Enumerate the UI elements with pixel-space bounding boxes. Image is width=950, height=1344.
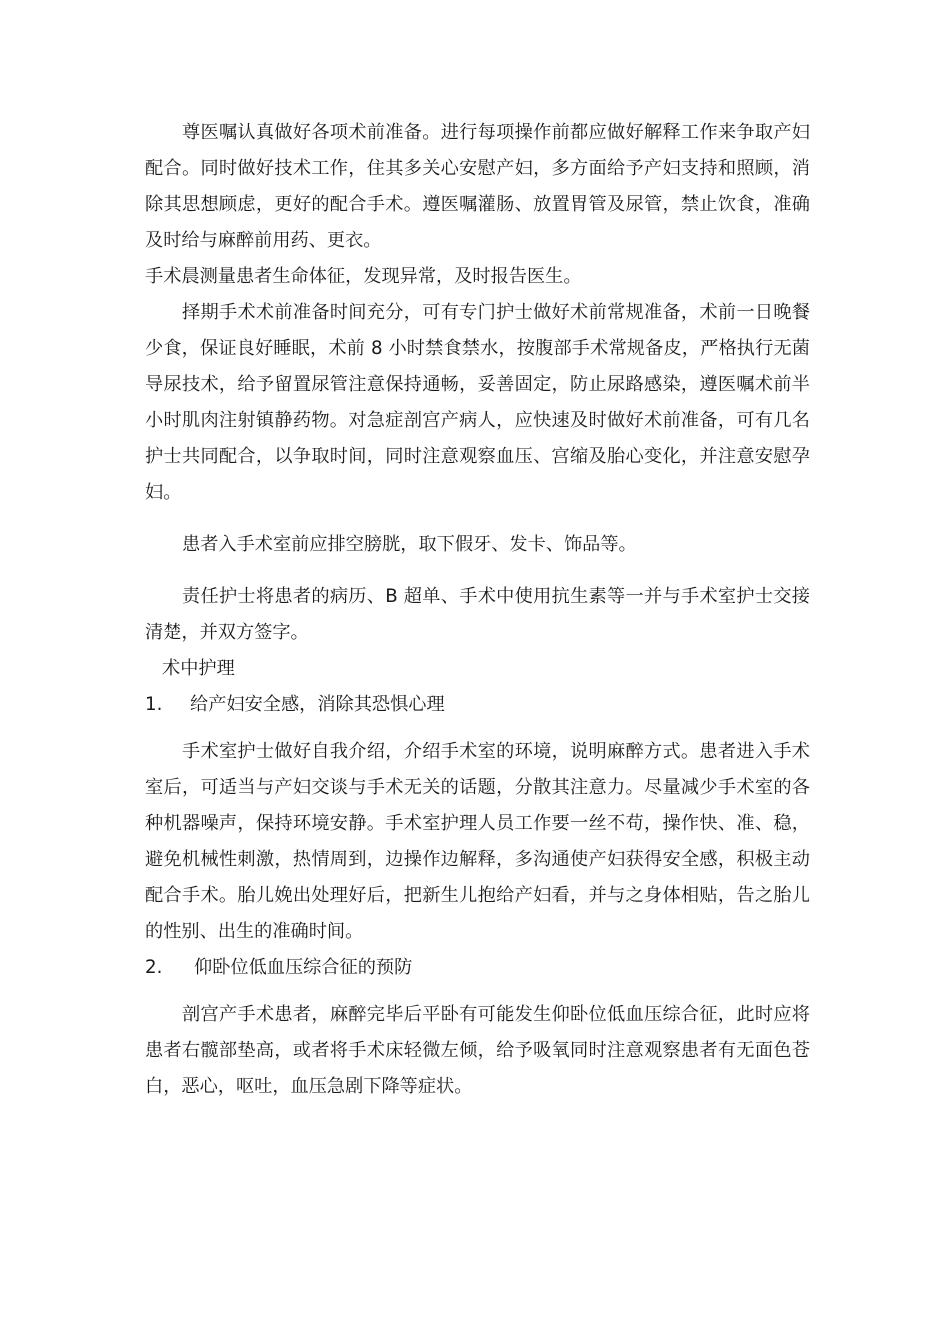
document-page	[145, 115, 810, 1105]
item-number: 1.	[145, 694, 163, 715]
paragraph-preop-orders: 尊医嘱认真做好各项术前准备。进行每项操作前都应做好解释工作来争取产妇配合。同时做好技术工作，住其多关心安慰产妇，多方面给予产妇支持和照顾，消除其思想顾虑，更好的配合手术。遵医嘱灌肠、放置胃管及尿管，禁止饮食，准确及时给与麻醉前用药、更衣。	[145, 122, 810, 251]
paragraph-elective-prep: 择期手术术前准备时间充分，可有专门护士做好术前常规准备，术前一日晚餐少食，保证良好睡眠，术前 8 小时禁食禁水，按腹部手术常规备皮，严格执行无菌导尿技术，给予留置尿管注意保持通畅，妥善固定，防止尿路感染，遵医嘱术前半小时肌肉注射镇静药物。对急症剖宫产病人，应快速及时做好术前准备，可有几名护士共同配合，以争取时间，同时注意观察血压、宫缩及胎心变化，并注意安慰孕妇。	[145, 302, 810, 503]
paragraph-bladder-empty: 患者入手术室前应排空膀胱，取下假牙、发卡、饰品等。	[182, 534, 637, 555]
item-number: 2.	[145, 957, 163, 978]
paragraph-handover: 责任护士将患者的病历、B 超单、手术中使用抗生素等一并与手术室护士交接清楚，并双方签字。	[145, 586, 810, 643]
numbered-heading-2	[145, 950, 810, 986]
paragraph-morning-vitals: 手术晨测量患者生命体征，发现异常，及时报告医生。	[145, 266, 582, 287]
section-title-intraop-care: 术中护理	[162, 658, 235, 679]
paragraph-reassurance: 手术室护士做好自我介绍，介绍手术室的环境，说明麻醉方式。患者进入手术室后，可适当与产妇交谈与手术无关的话题，分散其注意力。尽量减少手术室的各种机器噪声，保持环境安静。手术室护理人员工作要一丝不苟，操作快、准、稳，避免机械性刺激，热情周到，边操作边解释，多沟通使产妇获得安全感，积极主动配合手术。胎儿娩出处理好后，把新生儿抱给产妇看，并与之身体相贴，告之胎儿的性别、出生的准确时间。	[145, 741, 810, 942]
paragraph-hypotension-prevention: 剖宫产手术患者，麻醉完毕后平卧有可能发生仰卧位低血压综合征，此时应将患者右髋部垫高，或者将手术床轻微左倾，给予吸氧同时注意观察患者有无面色苍白，恶心，呕吐，血压急剧下降等症状。	[145, 1004, 810, 1097]
item-title: 仰卧位低血压综合征的预防	[194, 957, 413, 978]
numbered-heading-1	[145, 687, 810, 723]
item-title: 给产妇安全感，消除其恐惧心理	[190, 694, 445, 715]
